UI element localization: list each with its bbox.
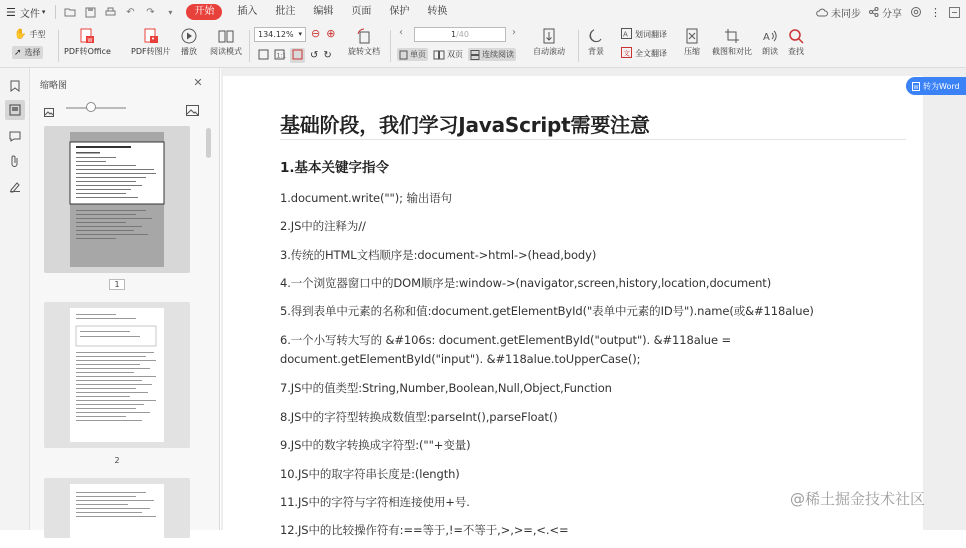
- document-line: 4.一个浏览器窗口中的DOM顺序是:window->(navigator,screen,history,location,document): [280, 276, 772, 290]
- thumbnail-page-3[interactable]: [44, 478, 190, 538]
- pdf-to-office-button[interactable]: [64, 28, 111, 57]
- zoom-controls: [311, 27, 335, 40]
- convert-to-word-button[interactable]: [906, 77, 966, 95]
- page-layout-group: [397, 48, 516, 61]
- thumbnail-page-number: 1: [109, 279, 125, 290]
- thumbnail-page-number: 2: [114, 456, 120, 465]
- search-button[interactable]: [788, 28, 804, 57]
- thumbnail-page-1[interactable]: [44, 126, 190, 273]
- chevron-right-icon: ›: [512, 27, 516, 38]
- double-page-button[interactable]: [433, 49, 463, 60]
- document-line: 10.JS中的取字符串长度是:(length): [280, 467, 460, 481]
- file-menu-label: 文件: [19, 8, 40, 20]
- rotate-right-icon[interactable]: ↻: [323, 50, 332, 61]
- speaker-icon: [762, 28, 778, 44]
- small-image-icon[interactable]: [44, 102, 54, 121]
- tab-annotate[interactable]: 批注: [275, 6, 296, 17]
- word-translate-button[interactable]: [621, 28, 667, 41]
- divider: [390, 30, 391, 62]
- comment-icon[interactable]: [7, 128, 23, 144]
- rotate-doc-icon: [356, 28, 372, 44]
- thumbnail-page-2[interactable]: [44, 302, 190, 448]
- continuous-read-label: 连续阅读: [482, 50, 514, 59]
- actual-size-icon[interactable]: [274, 49, 285, 62]
- svg-text:W: W: [913, 84, 919, 91]
- current-page: 1: [451, 30, 457, 39]
- chevron-down-icon: ▾: [41, 8, 46, 16]
- auto-scroll-label: 自动滚动: [533, 47, 565, 56]
- continuous-read-icon: [470, 50, 480, 60]
- attachment-icon[interactable]: [7, 153, 23, 169]
- full-translate-button[interactable]: [621, 47, 667, 60]
- thumbnail-image: [70, 484, 164, 544]
- document-page: [223, 76, 926, 546]
- zoom-in-icon[interactable]: ⊕: [326, 27, 336, 40]
- chevron-left-icon: ‹: [399, 27, 403, 38]
- single-page-button[interactable]: [397, 48, 428, 61]
- save-icon[interactable]: [82, 4, 98, 20]
- read-mode-label: 阅读模式: [210, 47, 242, 56]
- pdf-to-image-label: PDF转图片: [131, 47, 171, 56]
- screenshot-compare-button[interactable]: [712, 28, 752, 57]
- zoom-out-icon[interactable]: ⊖: [311, 27, 321, 40]
- search-label: 查找: [788, 47, 804, 56]
- print-icon[interactable]: [102, 4, 118, 20]
- slider-handle[interactable]: [86, 102, 96, 112]
- cloud-icon: [816, 8, 828, 17]
- share-button[interactable]: [869, 5, 902, 20]
- redo-icon[interactable]: ↷: [146, 6, 155, 18]
- single-page-label: 单页: [410, 50, 426, 59]
- close-icon[interactable]: ✕: [193, 76, 203, 89]
- thumbnail-image: [70, 308, 164, 442]
- document-line: 1.document.write(""); 输出语句: [280, 191, 453, 205]
- divider: [249, 30, 250, 62]
- document-line: 3.传统的HTML文档顺序是:document->html->(head,body): [280, 248, 597, 262]
- prev-page-button[interactable]: [399, 27, 403, 38]
- document-line: 11.JS中的字符与字符相连接使用+号.: [280, 495, 470, 509]
- side-rail: [0, 68, 30, 530]
- watermark: @稀土掘金技术社区: [790, 490, 926, 508]
- screenshot-icon: [724, 28, 740, 44]
- book-icon: [218, 28, 234, 44]
- menu-bar: [0, 0, 966, 24]
- rotate-left-icon[interactable]: ↺: [310, 50, 319, 61]
- read-mode-button[interactable]: [210, 28, 242, 57]
- share-icon: [869, 7, 879, 17]
- divider: [55, 5, 56, 19]
- play-button[interactable]: [181, 28, 197, 57]
- page-preview: [70, 308, 164, 442]
- full-translate-icon: [621, 47, 632, 60]
- zoom-value: 134.12%: [258, 30, 294, 39]
- more-chevron-icon[interactable]: ▾: [168, 7, 173, 17]
- thumbnail-scrollbar[interactable]: [206, 128, 211, 158]
- svg-text:A: A: [623, 30, 628, 39]
- background-label: 背景: [588, 47, 604, 56]
- toolbar: [0, 24, 966, 68]
- hand-tool-label: 手型: [29, 30, 46, 39]
- auto-scroll-button[interactable]: [533, 28, 565, 57]
- tab-protect[interactable]: 保护: [389, 6, 410, 17]
- rotate-doc-label: 旋转文档: [348, 47, 380, 56]
- document-line: 9.JS中的数字转换成字符型:(""+变量): [280, 438, 471, 452]
- select-tool-button[interactable]: [12, 46, 43, 59]
- menubar-right: [816, 0, 960, 24]
- double-page-label: 双页: [447, 50, 463, 59]
- read-aloud-button[interactable]: [762, 28, 778, 57]
- search-icon: [788, 28, 804, 44]
- full-translate-label: 全文翻译: [635, 49, 667, 58]
- sync-status[interactable]: [816, 5, 861, 20]
- compress-button[interactable]: [684, 28, 700, 57]
- document-line: 7.JS中的值类型:String,Number,Boolean,Null,Object,Function: [280, 381, 612, 395]
- thumbnail-size-slider[interactable]: [66, 107, 126, 109]
- thumbnail-icon[interactable]: [5, 100, 25, 120]
- svg-text:A: A: [763, 32, 770, 43]
- moon-icon: [588, 28, 604, 44]
- thumbnail-image: [70, 132, 164, 267]
- document-title: 基础阶段，我们学习JavaScript需要注意: [280, 113, 650, 137]
- document-view[interactable]: [221, 68, 966, 537]
- tab-insert[interactable]: 插入: [237, 6, 258, 17]
- pdf-to-office-label: PDF转Office: [64, 47, 111, 56]
- minimize-icon[interactable]: [949, 7, 960, 18]
- document-line: 8.JS中的字符型转换成数值型:parseInt(),parseFloat(): [280, 410, 558, 424]
- tab-start[interactable]: 开始: [186, 4, 222, 20]
- thumbnail-panel-title: 缩略图: [40, 81, 68, 91]
- document-line: 6.一个小写转大写的 &#106s: document.getElementById("output"). &#118alue =: [280, 333, 732, 347]
- signature-icon[interactable]: [7, 178, 23, 194]
- select-tool-label: 选择: [24, 48, 41, 57]
- hamburger-icon: ☰: [6, 5, 16, 19]
- page-number-input[interactable]: [414, 27, 506, 42]
- screenshot-compare-label: 截图和对比: [712, 47, 752, 56]
- total-pages: /40: [456, 30, 469, 39]
- double-page-icon: [433, 50, 445, 60]
- svg-text:文: 文: [623, 49, 630, 58]
- document-line: document.getElementById("input"). &#118alue.toUpperCase();: [280, 352, 641, 366]
- convert-to-word-label: 转为Word: [923, 81, 960, 91]
- compress-icon: [684, 28, 700, 44]
- bookmark-icon[interactable]: [7, 78, 23, 94]
- compress-label: 压缩: [684, 47, 700, 56]
- svg-text:W: W: [87, 38, 93, 44]
- next-page-button[interactable]: [512, 27, 516, 38]
- title-divider: [280, 139, 906, 140]
- single-page-icon: [399, 50, 408, 60]
- undo-icon[interactable]: ↶: [126, 6, 135, 18]
- document-line: 2.JS中的注释为//: [280, 219, 366, 233]
- read-aloud-label: 朗读: [762, 47, 778, 56]
- page-preview: [70, 484, 164, 544]
- svg-text:1:1: 1:1: [276, 52, 287, 60]
- page-preview: [70, 132, 164, 267]
- auto-scroll-icon: [541, 28, 557, 44]
- file-menu[interactable]: [0, 0, 51, 24]
- word-translate-label: 划词翻译: [635, 30, 667, 39]
- open-folder-icon[interactable]: [62, 4, 78, 20]
- tab-page[interactable]: 页面: [351, 6, 372, 17]
- document-line: 5.得到表单中元素的名称和值:document.getElementById("表单中元素的ID号").name(或&#118alue): [280, 304, 814, 318]
- section-heading: 1.基本关键字指令: [280, 160, 390, 176]
- more-options-icon[interactable]: ⋮: [930, 5, 941, 19]
- continuous-read-button[interactable]: [468, 48, 516, 61]
- divider: [578, 30, 579, 62]
- fit-page-icon[interactable]: [258, 49, 269, 62]
- large-image-icon[interactable]: [186, 101, 199, 120]
- play-icon: [181, 28, 197, 44]
- zoom-select[interactable]: [254, 27, 306, 42]
- cursor-icon: ➚: [14, 47, 22, 58]
- fit-width-icon[interactable]: [290, 48, 305, 63]
- hand-icon: ✋: [14, 29, 27, 40]
- pdf-to-image-button[interactable]: [131, 28, 171, 57]
- pdf-to-image-icon: [143, 28, 159, 44]
- chevron-down-icon: ▾: [298, 30, 302, 38]
- document-line: 12.JS中的比较操作符有:==等于,!=不等于,>,>=,<.<=: [280, 523, 569, 537]
- thumbnail-panel: [30, 68, 220, 530]
- sync-label: 未同步: [831, 8, 861, 20]
- pdf-to-office-icon: [79, 28, 95, 44]
- tab-convert[interactable]: 转换: [427, 6, 448, 17]
- share-label: 分享: [882, 8, 902, 20]
- settings-icon[interactable]: [910, 6, 922, 18]
- divider: [58, 30, 59, 62]
- play-label: 播放: [181, 47, 197, 56]
- hand-tool-button[interactable]: [14, 29, 45, 40]
- background-button[interactable]: [588, 28, 604, 57]
- rotate-doc-button[interactable]: [348, 28, 380, 57]
- tab-edit[interactable]: 编辑: [313, 6, 334, 17]
- translate-icon: [621, 28, 632, 41]
- view-tools: [258, 48, 332, 63]
- word-doc-icon: [912, 82, 920, 91]
